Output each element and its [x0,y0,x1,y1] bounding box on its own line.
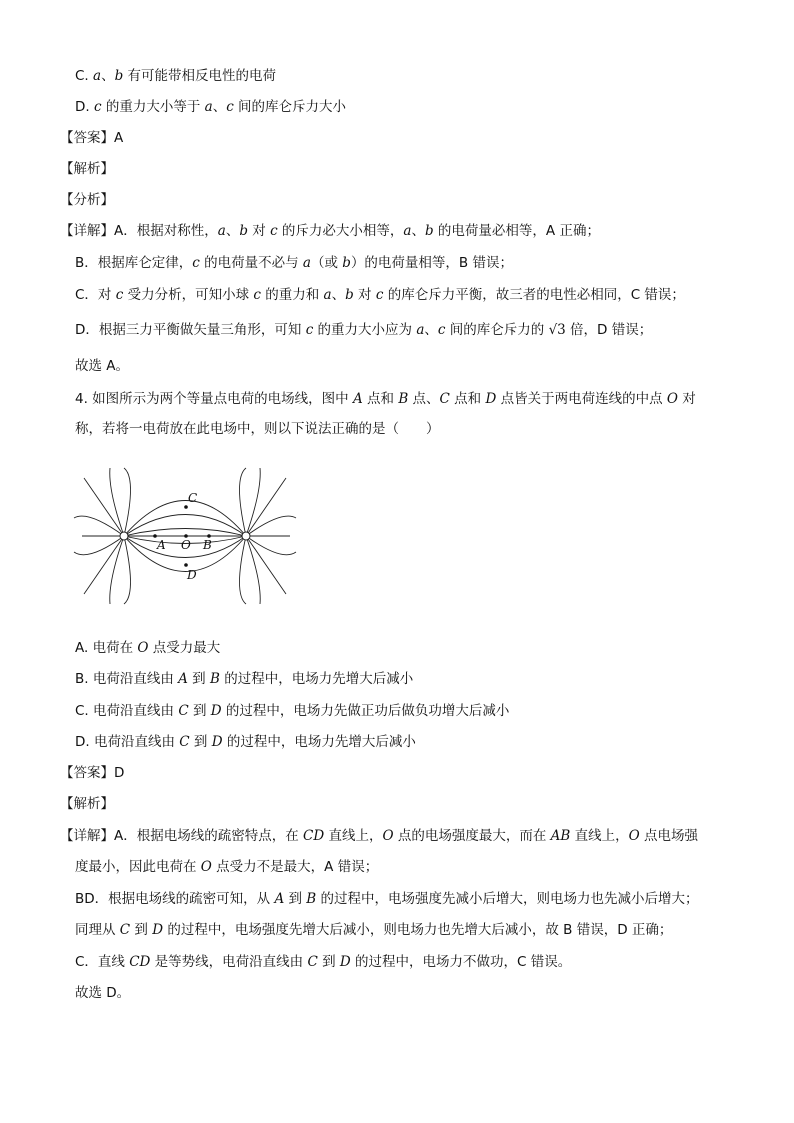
q3-option-c: C. a、b 有可能带相反电性的电荷 [75,68,277,84]
q4-choose: 故选 D。 [75,985,131,1001]
label-a: A [157,538,166,552]
q3-analysis-heading: 【解析】 [60,161,114,177]
q4-stem-line2: 称，若将一电荷放在此电场中，则以下说法正确的是（ ） [75,421,440,437]
q4-option-b: B. 电荷沿直线由 A 到 B 的过程中，电场力先增大后减小 [75,671,414,687]
q4-explain-line2: 度最小，因此电荷在 O 点受力不是最大，A 错误； [75,859,379,875]
q4-explain-line1: 【详解】A．根据电场线的疏密特点，在 CD 直线上，O 点的电场强度最大，而在 AB 直线上，O 点电场强 [60,828,698,844]
label-b: B [203,538,212,552]
q3-answer: 【答案】A [60,130,124,146]
left-charge [120,532,128,540]
label-d: D [187,568,197,582]
q4-explain-line3: BD．根据电场线的疏密可知，从 A 到 B 的过程中，电场强度先减小后增大，则电场力也先减小后增大； [75,891,699,907]
q4-answer: 【答案】D [60,765,125,781]
label-o: O [181,538,191,552]
q3-detail-d: D．根据三力平衡做矢量三角形，可知 c 的重力大小应为 a、c 间的库仑斥力的 √3 倍，D 错误； [75,322,653,338]
q3-option-d: D. c 的重力大小等于 a、c 间的库仑斥力大小 [75,99,347,115]
q3-fenxi-heading: 【分析】 [60,192,114,208]
point-d-dot [184,563,188,567]
q4-explain-line5: C．直线 CD 是等势线，电荷沿直线由 C 到 D 的过程中，电场力不做功，C 错误。 [75,954,572,970]
q3-choose: 故选 A。 [75,358,130,374]
q4-option-a: A. 电荷在 O 点受力最大 [75,640,221,656]
q3-detail-c: C．对 c 受力分析，可知小球 c 的重力和 a、b 对 c 的库仑斥力平衡，故三者的电性必相同，C 错误； [75,287,685,303]
electric-field-figure [70,462,300,607]
q4-analysis-heading: 【解析】 [60,796,114,812]
q3-detail-b: B．根据库仑定律，c 的电荷量不必与 a（或 b）的电荷量相等，B 错误； [75,255,513,271]
q3-detail-a: 【详解】A．根据对称性，a、b 对 c 的斥力必大小相等，a、b 的电荷量必相等，A 正确； [60,223,600,239]
label-c: C [188,491,198,505]
q4-option-d: D. 电荷沿直线由 C 到 D 的过程中，电场力先增大后减小 [75,734,416,750]
sqrt-three: √3 [548,322,566,338]
point-c-dot [184,505,188,509]
q4-option-c: C. 电荷沿直线由 C 到 D 的过程中，电场力先做正功后做负功增大后减小 [75,703,510,719]
q4-stem-line1: 4. 如图所示为两个等量点电荷的电场线，图中 A 点和 B 点、C 点和 D 点皆关于两电荷连线的中点 O 对 [75,391,696,407]
right-charge [242,532,250,540]
q4-explain-line4: 同理从 C 到 D 的过程中，电场强度先增大后减小，则电场力也先增大后减小，故 B 错误，D 正确； [75,922,673,938]
